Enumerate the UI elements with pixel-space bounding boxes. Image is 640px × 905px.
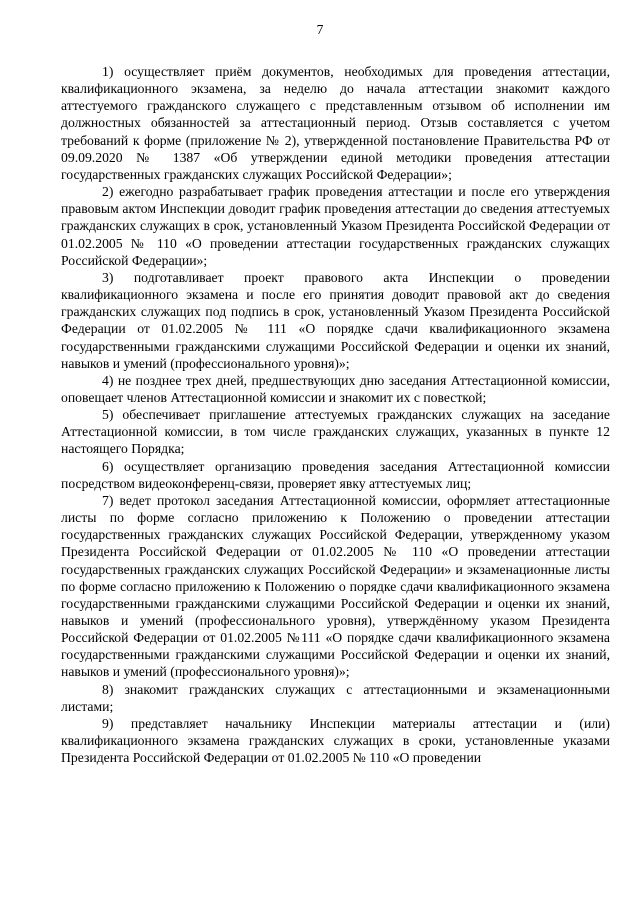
paragraph-item-7: 7) ведет протокол заседания Аттестационной комиссии, оформляет аттестационные листы по форме согласно приложению к Положению о проведении аттестации государственных гражданских служащих Российской Федерации, утвержденному указом Президента Российской Федерации от 01.02.2005 № 110 «О проведении аттестации государственных гражданских служащих Российской Федерации» и экзаменационные листы по форме согласно приложению к Положению о порядке сдачи квалификационного экзамена государственными гражданскими служащими Российской Федерации и оценки их знаний, навыков и умений (профессионального уровня), утверждённому указом Президента Российской Федерации от 01.02.2005 №111 «О порядке сдачи квалификационного экзамена государственными гражданскими служащими Российской Федерации и оценки их знаний, навыков и умений (профессионального уровня)»; — [61, 492, 610, 680]
page-number: 7 — [316, 22, 324, 37]
paragraph-item-2: 2) ежегодно разрабатывает график проведения аттестации и после его утверждения правовым актом Инспекции доводит график проведения аттестации до сведения аттестуемых гражданских служащих в срок, установленный Указом Президента Российской Федерации от 01.02.2005 № 110 «О проведении аттестации государственных гражданских служащих Российской Федерации»; — [61, 184, 610, 268]
paragraph-item-9: 9) представляет начальнику Инспекции материалы аттестации и (или) квалификационного экзамена гражданских служащих в сроки, установленные указами Президента Российской Федерации от 01.02.2005 № 110 «О проведении — [61, 715, 610, 766]
paragraph-item-5: 5) обеспечивает приглашение аттестуемых гражданских служащих на заседание Аттестационной комиссии, в том числе гражданских служащих, указанных в пункте 12 настоящего Порядка; — [61, 407, 610, 457]
paragraph-item-6: 6) осуществляет организацию проведения заседания Аттестационной комиссии посредством видеоконференц-связи, проверяет явку аттестуемых лиц; — [61, 458, 610, 491]
paragraph-item-3: 3) подготавливает проект правового акта Инспекции о проведении квалификационного экзамена и после его принятия доводит правовой акт до сведения гражданских служащих под подпись в срок, установленный Указом Президента Российской Федерации от 01.02.2005 № 111 «О порядке сдачи квалификационного экзамена государственными гражданскими служащими Российской Федерации и оценки их знаний, навыков и умений (профессионального уровня)»; — [61, 269, 610, 371]
document-body — [61, 63, 610, 766]
paragraph-item-8: 8) знакомит гражданских служащих с аттестационными и экзаменационными листами; — [61, 681, 610, 714]
paragraph-item-4: 4) не позднее трех дней, предшествующих дню заседания Аттестационной комиссии, оповещает членов Аттестационной комиссии и знакомит их с повесткой; — [61, 372, 610, 405]
paragraph-item-1: 1) осуществляет приём документов, необходимых для проведения аттестации, квалификационного экзамена, за неделю до начала аттестации знакомит каждого аттестуемого гражданского служащего с представленным отзывом об исполнении им должностных обязанностей за аттестационный период. Отзыв составляется с учетом требований к форме (приложение № 2), утвержденной постановление Правительства РФ от 09.09.2020 № 1387 «Об утверждении единой методики проведения аттестации государственных гражданских служащих Российской Федерации»; — [61, 64, 610, 182]
